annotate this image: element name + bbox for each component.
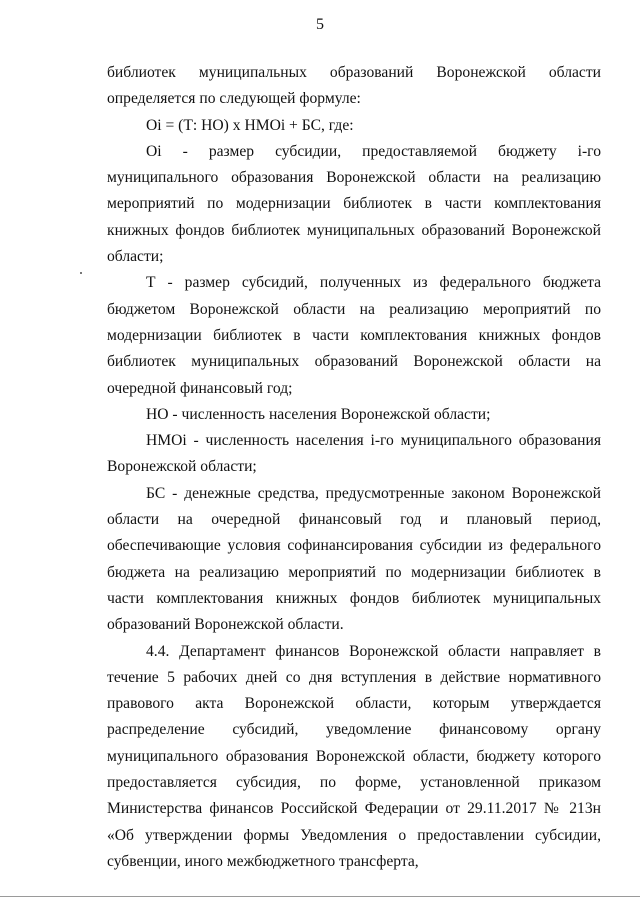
paragraph-intro: библиотек муниципальных образований Воронежской области определяется по следующей формуле:: [107, 64, 601, 108]
page-number: 5: [316, 16, 324, 33]
paragraph-nmoi-definition: НМОi - численность населения i-го муниципального образования Воронежской области;: [107, 432, 601, 476]
document-body: [107, 60, 601, 875]
paragraph-no-definition: НО - численность населения Воронежской области;: [146, 405, 491, 423]
scan-artifact-dot: [80, 272, 82, 274]
paragraph-oi-definition: Оi - размер субсидии, предоставляемой бюджету i-го муниципального образования Воронежской области на реализацию мероприятий по модернизации библиотек в части комплектования книжных фондов библиотек муниципальных образований Воронежской области;: [107, 142, 601, 266]
paragraph-section-4-4: 4.4. Департамент финансов Воронежской области направляет в течение 5 рабочих дней со дня вступления в действие нормативного правового акта Воронежской области, которым утверждается распределение субсидий, уведомление финансовому органу муниципального образования Воронежской области, бюджету которого предоставляется субсидия, по форме, установленной приказом Министерства финансов Российской Федерации от 29.11.2017 № 213н «Об утверждении формы Уведомления о предоставлении субсидии, субвенции, иного межбюджетного трансферта,: [107, 642, 601, 870]
paragraph-t-definition: Т - размер субсидий, полученных из федерального бюджета бюджетом Воронежской области на реализацию мероприятий по модернизации библиотек в части комплектования книжных фондов библиотек муниципальных образований Воронежской области на очередной финансовый год;: [107, 274, 601, 397]
paragraph-bs-definition: БС - денежные средства, предусмотренные законом Воронежской области на очередной финансовый год и плановый период, обеспечивающие условия софинансирования субсидии из федерального бюджета на реализацию мероприятий по модернизации библиотек в части комплектования книжных фондов библиотек муниципальных образований Воронежской области.: [107, 484, 601, 634]
formula: Оi = (Т: НО) х НМОi + БС, где:: [146, 116, 354, 134]
scan-edge-line: [0, 896, 640, 897]
